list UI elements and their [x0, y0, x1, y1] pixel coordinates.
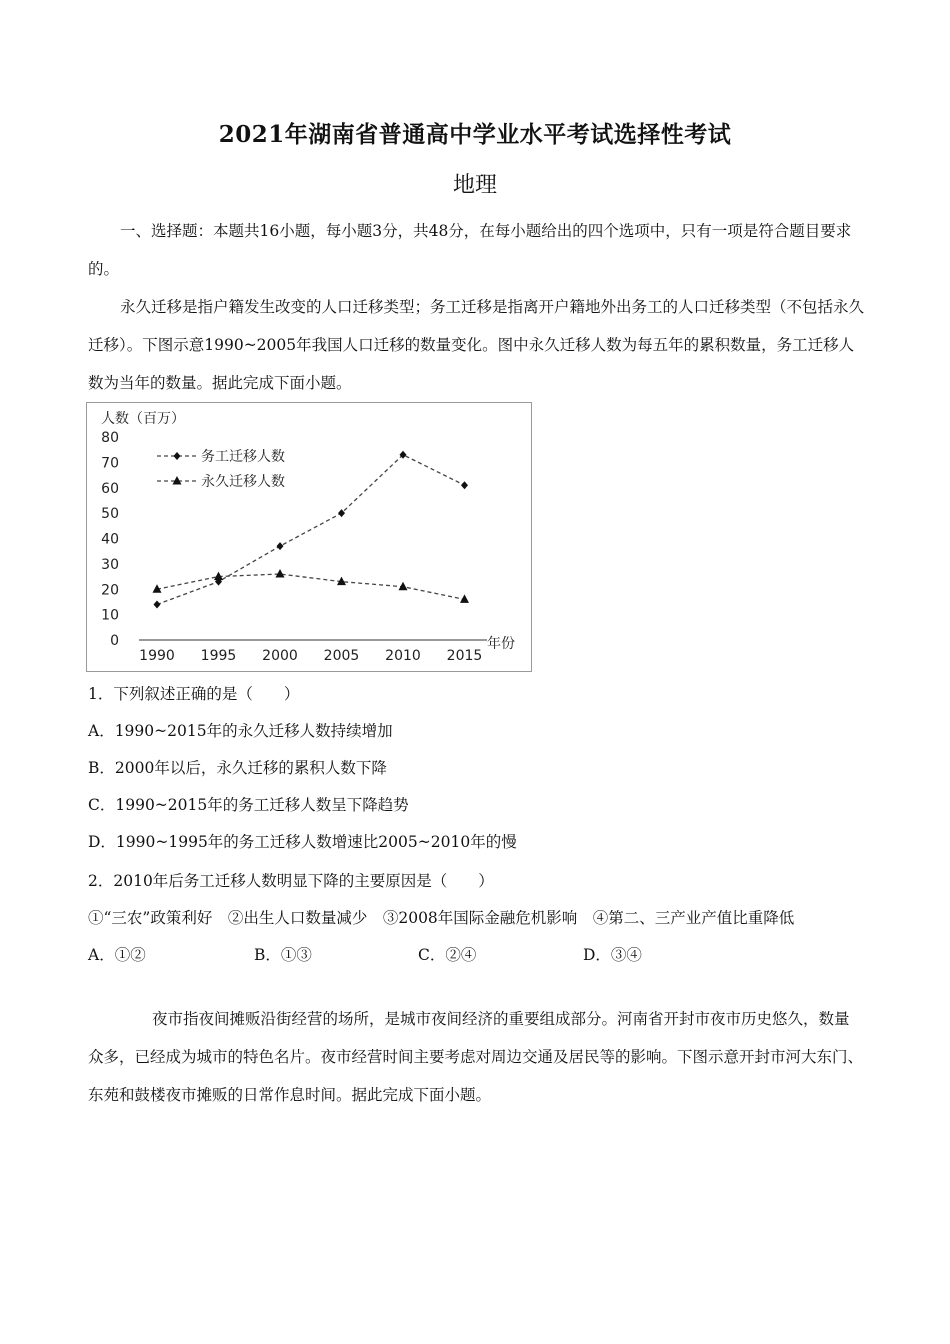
x-tick-label: 2000	[262, 648, 298, 664]
passage-migration: 永久迁移是指户籍发生改变的人口迁移类型；务工迁移是指离开户籍地外出务工的人口迁移类型（不包括永久迁移）。下图示意1990~2005年我国人口迁移的数量变化。图中永久迁移人数为每五年的累积数量，务工迁移人数为当年的数量。据此完成下面小题。	[88, 298, 865, 392]
y-tick-label: 60	[101, 480, 119, 497]
y-tick-label: 80	[101, 430, 119, 446]
y-tick-label: 70	[101, 455, 119, 472]
q2-statements: ①“三农”政策利好 ②出生人口数量减少 ③2008年国际金融危机影响 ④第二、三产业产值比重降低	[88, 909, 795, 927]
triangle-point	[399, 582, 408, 591]
y-tick-label: 0	[110, 633, 119, 649]
y-tick-label: 10	[101, 607, 119, 624]
legend-label: 永久迁移人数	[201, 474, 285, 490]
subject-title: 地理	[452, 173, 497, 198]
x-tick-label: 2005	[323, 648, 360, 664]
diamond-point	[461, 481, 468, 489]
y-tick-label: 40	[101, 531, 119, 548]
passage-night-market: 夜市指夜间摊贩沿街经营的场所，是城市夜间经济的重要组成部分。河南省开封市夜市历史悠久，数量众多，已经成为城市的特色名片。夜市经营时间主要考虑对周边交通及居民等的影响。下图示意开封市河大东门、东苑和鼓楼夜市摊贩的日常作息时间。据此完成下面小题。	[88, 1010, 864, 1104]
exam-title: 2021年湖南省普通高中学业水平考试选择性考试	[218, 121, 732, 148]
legend-label: 务工迁移人数	[201, 449, 285, 465]
y-tick-label: 50	[101, 506, 119, 523]
q2-option-a[interactable]: A．①②	[88, 946, 146, 964]
migration-chart	[86, 402, 532, 672]
migration-line-chart	[87, 403, 531, 671]
x-tick-label: 1995	[200, 648, 237, 664]
q2-option-b[interactable]: B．①③	[254, 946, 312, 964]
section-intro: 一、选择题：本题共16小题，每小题3分，共48分，在每小题给出的四个选项中，只有一项是符合题目要求的。	[88, 222, 852, 278]
y-axis-label: 人数（百万）	[101, 411, 185, 427]
triangle-point	[460, 594, 469, 603]
q1-option-c[interactable]: C．1990~2015年的务工迁移人数呈下降趋势	[88, 796, 409, 814]
y-tick-label: 20	[101, 582, 119, 599]
x-tick-label: 2010	[385, 648, 421, 664]
x-tick-label: 1990	[139, 648, 175, 664]
diamond-point	[154, 600, 161, 608]
q1-option-d[interactable]: D．1990~1995年的务工迁移人数增速比2005~2010年的慢	[88, 833, 517, 851]
x-tick-label: 2015	[446, 648, 483, 664]
legend-triangle-marker	[173, 476, 182, 485]
q2-stem: 2．2010年后务工迁移人数明显下降的主要原因是（ ）	[88, 872, 494, 890]
q2-option-c[interactable]: C．②④	[418, 946, 477, 964]
q2-options-row	[88, 943, 864, 967]
q2-option-d[interactable]: D．③④	[583, 946, 642, 964]
q1-option-b[interactable]: B．2000年以后，永久迁移的累积人数下降	[88, 759, 387, 777]
diamond-point	[277, 542, 284, 550]
q1-option-a[interactable]: A．1990~2015年的永久迁移人数持续增加	[88, 722, 393, 740]
y-tick-label: 30	[101, 556, 119, 573]
triangle-point	[276, 569, 285, 578]
legend-diamond-marker	[174, 452, 181, 460]
x-axis-label: 年份	[487, 636, 515, 652]
q1-stem: 1．下列叙述正确的是（ ）	[88, 685, 300, 703]
